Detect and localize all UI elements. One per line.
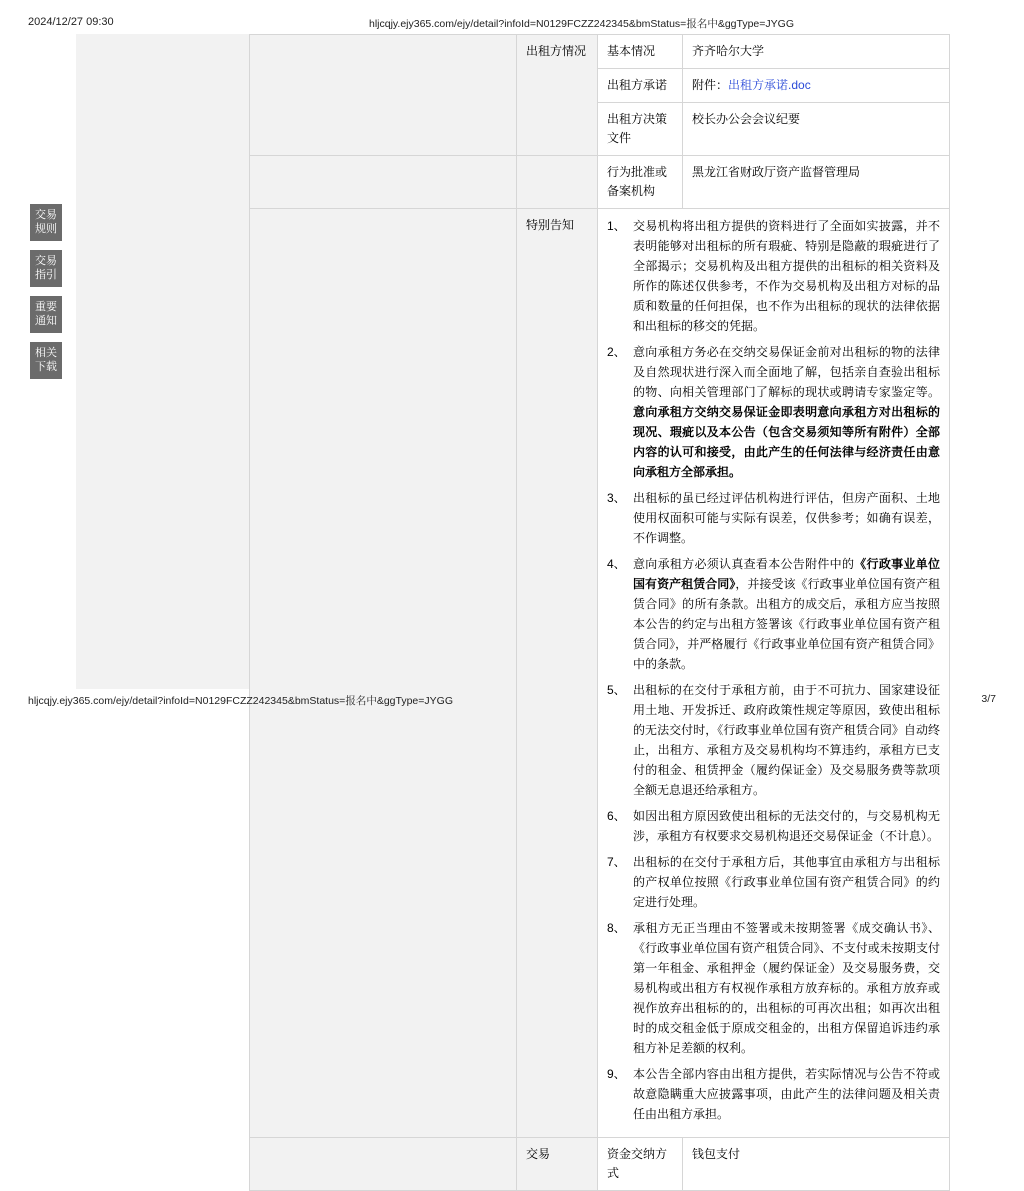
row-value-commitment [683, 69, 950, 103]
notice-item-text: 本公告全部内容由出租方提供，若实际情况与公告不符或故意隐瞒重大应披露事项，由此产生的法律问题及相关责任由出租方承担。 [633, 1067, 940, 1121]
attachment-link[interactable]: 出租方承诺.doc [728, 78, 811, 92]
spacer-cell [250, 209, 517, 1138]
notice-item-text: 如因出租方原因致使出租标的无法交付的，与交易机构无涉，承租方有权要求交易机构退还交易保证金（不计息）。 [633, 809, 940, 843]
document-left-margin [76, 34, 249, 689]
sidenav-item-rules-line1: 交易 [35, 209, 57, 221]
table-row [250, 1138, 950, 1191]
table-row [250, 209, 950, 1138]
table-row [250, 156, 950, 209]
notice-item-number: 5、 [607, 683, 626, 697]
row-value-decision-doc: 校长办公会会议纪要 [683, 103, 950, 156]
sidenav-item-downloads-line1: 相关 [35, 347, 57, 359]
sidenav-item-guide[interactable] [30, 250, 62, 287]
notice-list [607, 216, 940, 1124]
sidenav-item-guide-line2: 指引 [35, 269, 57, 281]
notice-item-text: 承租方无正当理由不签署或未按期签署《成交确认书》、《行政事业单位国有资产租赁合同》、不支付或未按期支付第一年租金、承租押金（履约保证金）及交易服务费，交易机构或出租方有权视作承租方放弃标的。承租方放弃或视作放弃出租标的的，出租标的可再次出租；如再次出租时的成交租金低于原成交租金的，出租方保留追诉违约承租方补足差额的权利。 [633, 921, 940, 1055]
row-value-payment-method: 钱包支付 [683, 1138, 950, 1191]
notice-item [607, 554, 940, 674]
notice-item [607, 852, 940, 912]
sidenav-item-rules[interactable] [30, 204, 62, 241]
notice-item-number: 3、 [607, 491, 626, 505]
spacer-cell [517, 156, 598, 209]
header-date: 2024/12/27 09:30 [28, 16, 114, 28]
page-header [0, 16, 1024, 30]
row-label-commitment: 出租方承诺 [598, 69, 683, 103]
row-label-payment-method: 资金交纳方式 [598, 1138, 683, 1191]
sidenav-item-guide-line1: 交易 [35, 255, 57, 267]
attachment-prefix: 附件： [692, 78, 729, 92]
spacer-cell [250, 35, 517, 156]
sidenav-item-notice-line1: 重要 [35, 301, 57, 313]
notice-item-text: 意向承租方必须认真查看本公告附件中的《行政事业单位国有资产租赁合同》，并接受该《行政事业单位国有资产租赁合同》的所有条款。出租方的成交后，承租方应当按照本公告的约定与出租方签署该《行政事业单位国有资产租赁合同》，并严格履行《行政事业单位国有资产租赁合同》中的条款。 [633, 557, 940, 671]
sidenav-item-notice[interactable] [30, 296, 62, 333]
footer-page-number: 3/7 [981, 693, 996, 705]
spacer-cell [250, 156, 517, 209]
notice-item-number: 7、 [607, 855, 626, 869]
table-row [250, 35, 950, 69]
notice-item [607, 806, 940, 846]
sidenav-item-rules-line2: 规则 [35, 223, 57, 235]
lessor-section-label: 出租方情况 [517, 35, 598, 156]
notice-item-number: 8、 [607, 921, 626, 935]
notice-item [607, 488, 940, 548]
row-label-decision-doc: 出租方决策文件 [598, 103, 683, 156]
notice-item-number: 9、 [607, 1067, 626, 1081]
row-value-basic-info: 齐齐哈尔大学 [683, 35, 950, 69]
sidenav-item-downloads[interactable] [30, 342, 62, 379]
notice-item-number: 2、 [607, 345, 626, 359]
notice-item-number: 4、 [607, 557, 626, 571]
notice-item [607, 342, 940, 482]
footer-url: hljcqjy.ejy365.com/ejy/detail?infoId=N0129FCZZ242345&bmStatus=报名中&ggType=JYGG [28, 695, 453, 707]
sidenav-item-downloads-line2: 下载 [35, 361, 57, 373]
sidenav-item-notice-line2: 通知 [35, 315, 57, 327]
detail-table [249, 34, 950, 1191]
spacer-cell [250, 1138, 517, 1191]
row-value-approval-agency: 黑龙江省财政厅资产监督管理局 [683, 156, 950, 209]
notice-item-text: 交易机构将出租方提供的资料进行了全面如实披露，并不表明能够对出租标的所有瑕疵、特别是隐蔽的瑕疵进行了全部揭示；交易机构及出租方提供的出租标的相关资料及所作的陈述仅供参考，不作为交易机构及出租方对标的品质和数量的任何担保，也不作为出租标的现状的法律依据和出租标的移交的凭据。 [633, 219, 940, 333]
notice-item [607, 918, 940, 1058]
notice-item-text: 出租标的虽已经过评估机构进行评估，但房产面积、土地使用权面积可能与实际有误差，仅供参考；如确有误差，不作调整。 [633, 491, 940, 545]
header-url: hljcqjy.ejy365.com/ejy/detail?infoId=N0129FCZZ242345&bmStatus=报名中&ggType=JYGG [369, 18, 794, 30]
row-label-basic-info: 基本情况 [598, 35, 683, 69]
transaction-section-label: 交易 [517, 1138, 598, 1191]
notice-item [607, 1064, 940, 1124]
side-navigation [30, 204, 62, 388]
notice-item-text: 出租标的在交付于承租方后，其他事宜由承租方与出租标的产权单位按照《行政事业单位国有资产租赁合同》的约定进行处理。 [633, 855, 940, 909]
notice-item-number: 1、 [607, 219, 626, 233]
notice-section-label: 特别告知 [517, 209, 598, 1138]
notice-item-text: 出租标的在交付于承租方前，由于不可抗力、国家建设征用土地、开发拆迁、政府政策性规定等原因，致使出租标的无法交付时，《行政事业单位国有资产租赁合同》自动终止，出租方、承租方及交易机构均不算违约，承租方已支付的租金、租赁押金（履约保证金）及交易服务费等款项全额无息退还给承租方。 [633, 683, 940, 797]
page-footer [0, 693, 1024, 707]
notice-item [607, 216, 940, 336]
notice-content-cell [598, 209, 950, 1138]
notice-item-text: 意向承租方务必在交纳交易保证金前对出租标的物的法律及自然现状进行深入而全面地了解，包括亲自查验出租标的物、向相关管理部门了解标的现状或聘请专家鉴定等。意向承租方交纳交易保证金即表明意向承租方对出租标的现况、瑕疵以及本公告（包含交易须知等所有附件）全部内容的认可和接受，由此产生的任何法律与经济责任由意向承租方全部承担。 [633, 345, 940, 479]
notice-item-number: 6、 [607, 809, 626, 823]
row-label-approval-agency: 行为批准或备案机构 [598, 156, 683, 209]
